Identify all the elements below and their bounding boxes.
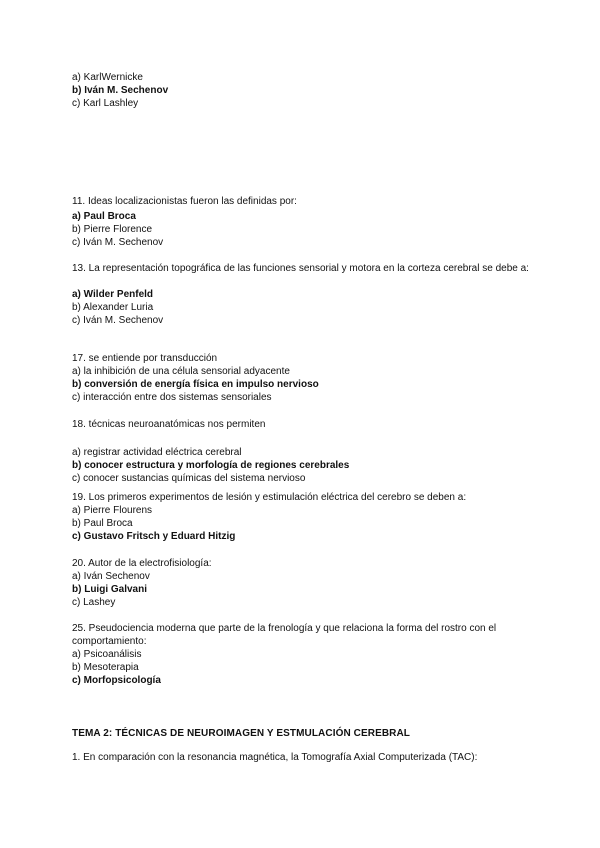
answer-block-previous — [72, 71, 532, 110]
question-25-block — [72, 622, 532, 687]
question-19-text: 19. Los primeros experimentos de lesión y estimulación eléctrica del cerebro se deben a: — [72, 492, 467, 503]
option-b: b) Mesoterapia — [72, 662, 139, 673]
question-17-block — [72, 352, 532, 404]
option-b: b) Alexander Luria — [72, 302, 154, 313]
option-a: a) registrar actividad eléctrica cerebral — [72, 447, 242, 458]
option-a-correct: a) Paul Broca — [72, 211, 136, 222]
option-c: c) conocer sustancias químicas del sistema nervioso — [72, 473, 306, 484]
section-heading-block — [72, 727, 532, 740]
tema-2-question-1-text: 1. En comparación con la resonancia magnética, la Tomografía Axial Computerizada (TAC): — [72, 752, 478, 763]
question-20-block — [72, 557, 532, 609]
question-20-text: 20. Autor de la electrofisiología: — [72, 558, 212, 569]
option-c: c) Lashey — [72, 597, 116, 608]
question-18-block — [72, 418, 532, 485]
option-a: a) la inhibición de una célula sensorial adyacente — [72, 366, 290, 377]
tema-2-heading: TEMA 2: TÉCNICAS DE NEUROIMAGEN Y ESTMULACIÓN CEREBRAL — [72, 728, 411, 739]
option-a-correct: a) Wilder Penfeld — [72, 289, 154, 300]
question-13-block — [72, 262, 532, 327]
question-11-text: 11. Ideas localizacionistas fueron las definidas por: — [72, 196, 297, 207]
option-c: c) Iván M. Sechenov — [72, 237, 164, 248]
option-b: b) Paul Broca — [72, 518, 133, 529]
option-b: b) Pierre Florence — [72, 224, 153, 235]
tema-2-question-1-block — [72, 751, 532, 764]
question-18-text: 18. técnicas neuroanatómicas nos permiten — [72, 419, 266, 430]
option-b-correct: b) Luigi Galvani — [72, 584, 148, 595]
question-17-text: 17. se entiende por transducción — [72, 353, 218, 364]
option-a: a) Psicoanálisis — [72, 649, 142, 660]
option-a: a) Pierre Flourens — [72, 505, 153, 516]
option-a: a) KarlWernicke — [72, 72, 143, 83]
question-11-block — [72, 195, 532, 249]
option-c: c) Iván M. Sechenov — [72, 315, 164, 326]
option-b-correct: b) conversión de energía física en impulso nervioso — [72, 379, 319, 390]
option-b-correct: b) Iván M. Sechenov — [72, 85, 169, 96]
option-c-correct: c) Morfopsicología — [72, 675, 161, 686]
option-c: c) interacción entre dos sistemas sensoriales — [72, 392, 272, 403]
question-19-block — [72, 491, 532, 543]
option-c-correct: c) Gustavo Fritsch y Eduard Hitzig — [72, 531, 236, 542]
question-13-text: 13. La representación topográfica de las funciones sensorial y motora en la corteza cerebral se debe a: — [72, 263, 529, 274]
option-c: c) Karl Lashley — [72, 98, 139, 109]
question-25-text: 25. Pseudociencia moderna que parte de la frenología y que relaciona la forma del rostro con el comportamiento: — [72, 623, 497, 647]
option-b-correct: b) conocer estructura y morfología de regiones cerebrales — [72, 460, 350, 471]
option-a: a) Iván Sechenov — [72, 571, 150, 582]
